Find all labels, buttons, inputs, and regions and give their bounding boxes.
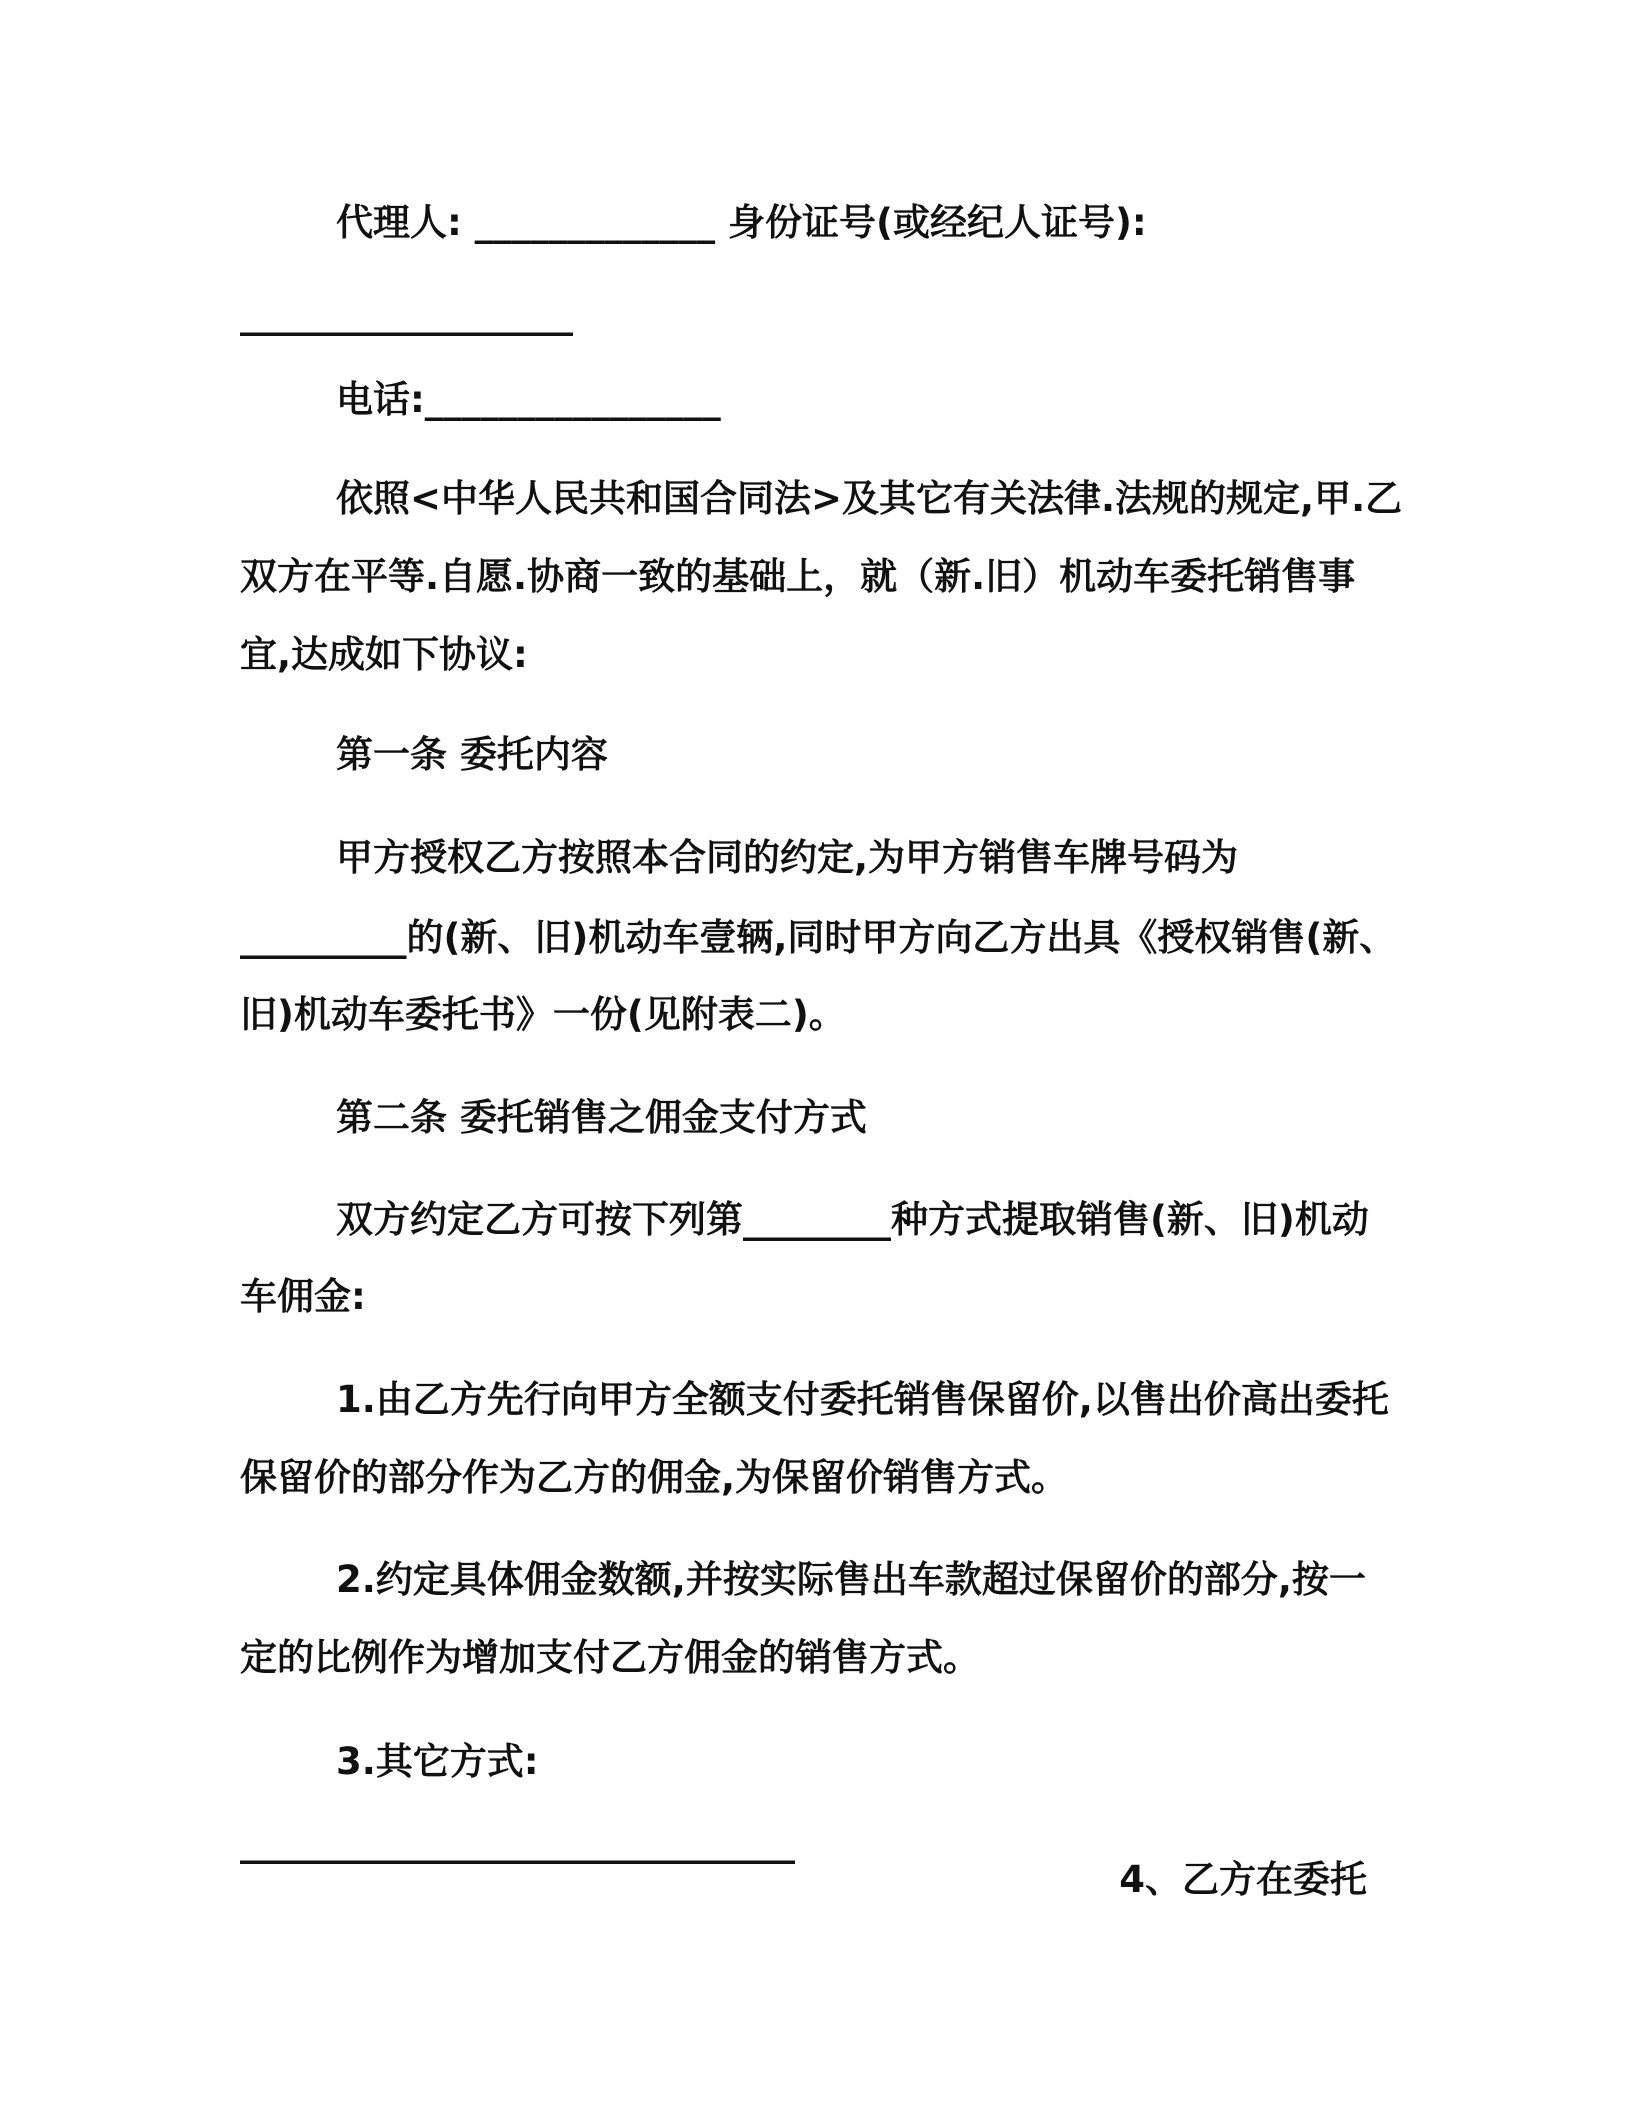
paragraph-line: 旧)机动车委托书》一份(见附表二)。	[240, 993, 846, 1036]
paragraph-line: 车佣金:	[240, 1275, 366, 1318]
list-item-continued: 定的比例作为增加支付乙方佣金的销售方式。	[240, 1636, 980, 1679]
phone-line: 电话:________________	[336, 378, 721, 421]
paragraph-line: 依照<中华人民共和国合同法>及其它有关法律.法规的规定,甲.乙	[336, 477, 1403, 520]
paragraph-line: 甲方授权乙方按照本合同的约定,为甲方销售车牌号码为	[336, 836, 1239, 879]
list-item-continued: 保留价的部分作为乙方的佣金,为保留价销售方式。	[240, 1456, 1069, 1499]
list-item-4-start: 4、乙方在委托	[1119, 1858, 1367, 1901]
agent-line: 代理人: _____________ 身份证号(或经纪人证号):	[336, 201, 1147, 244]
paragraph-line: 双方在平等.自愿.协商一致的基础上，就（新.旧）机动车委托销售事	[240, 555, 1356, 598]
paragraph-line: 双方约定乙方可按下列第________种方式提取销售(新、旧)机动	[336, 1198, 1369, 1241]
list-item: 1.由乙方先行向甲方全额支付委托销售保留价,以售出价高出委托	[336, 1378, 1389, 1421]
list-item: 2.约定具体佣金数额,并按实际售出车款超过保留价的部分,按一	[336, 1558, 1366, 1601]
article-1-heading: 第一条 委托内容	[336, 733, 608, 776]
list-item: 3.其它方式:	[336, 1740, 539, 1783]
blank-line: ______________________________	[240, 1821, 795, 1864]
article-2-heading: 第二条 委托销售之佣金支付方式	[336, 1096, 867, 1139]
paragraph-line: _________的(新、旧)机动车壹辆,同时甲方向乙方出具《授权销售(新、	[240, 916, 1397, 959]
paragraph-line: 宜,达成如下协议:	[240, 633, 528, 676]
id-blank-line: __________________	[240, 293, 573, 336]
